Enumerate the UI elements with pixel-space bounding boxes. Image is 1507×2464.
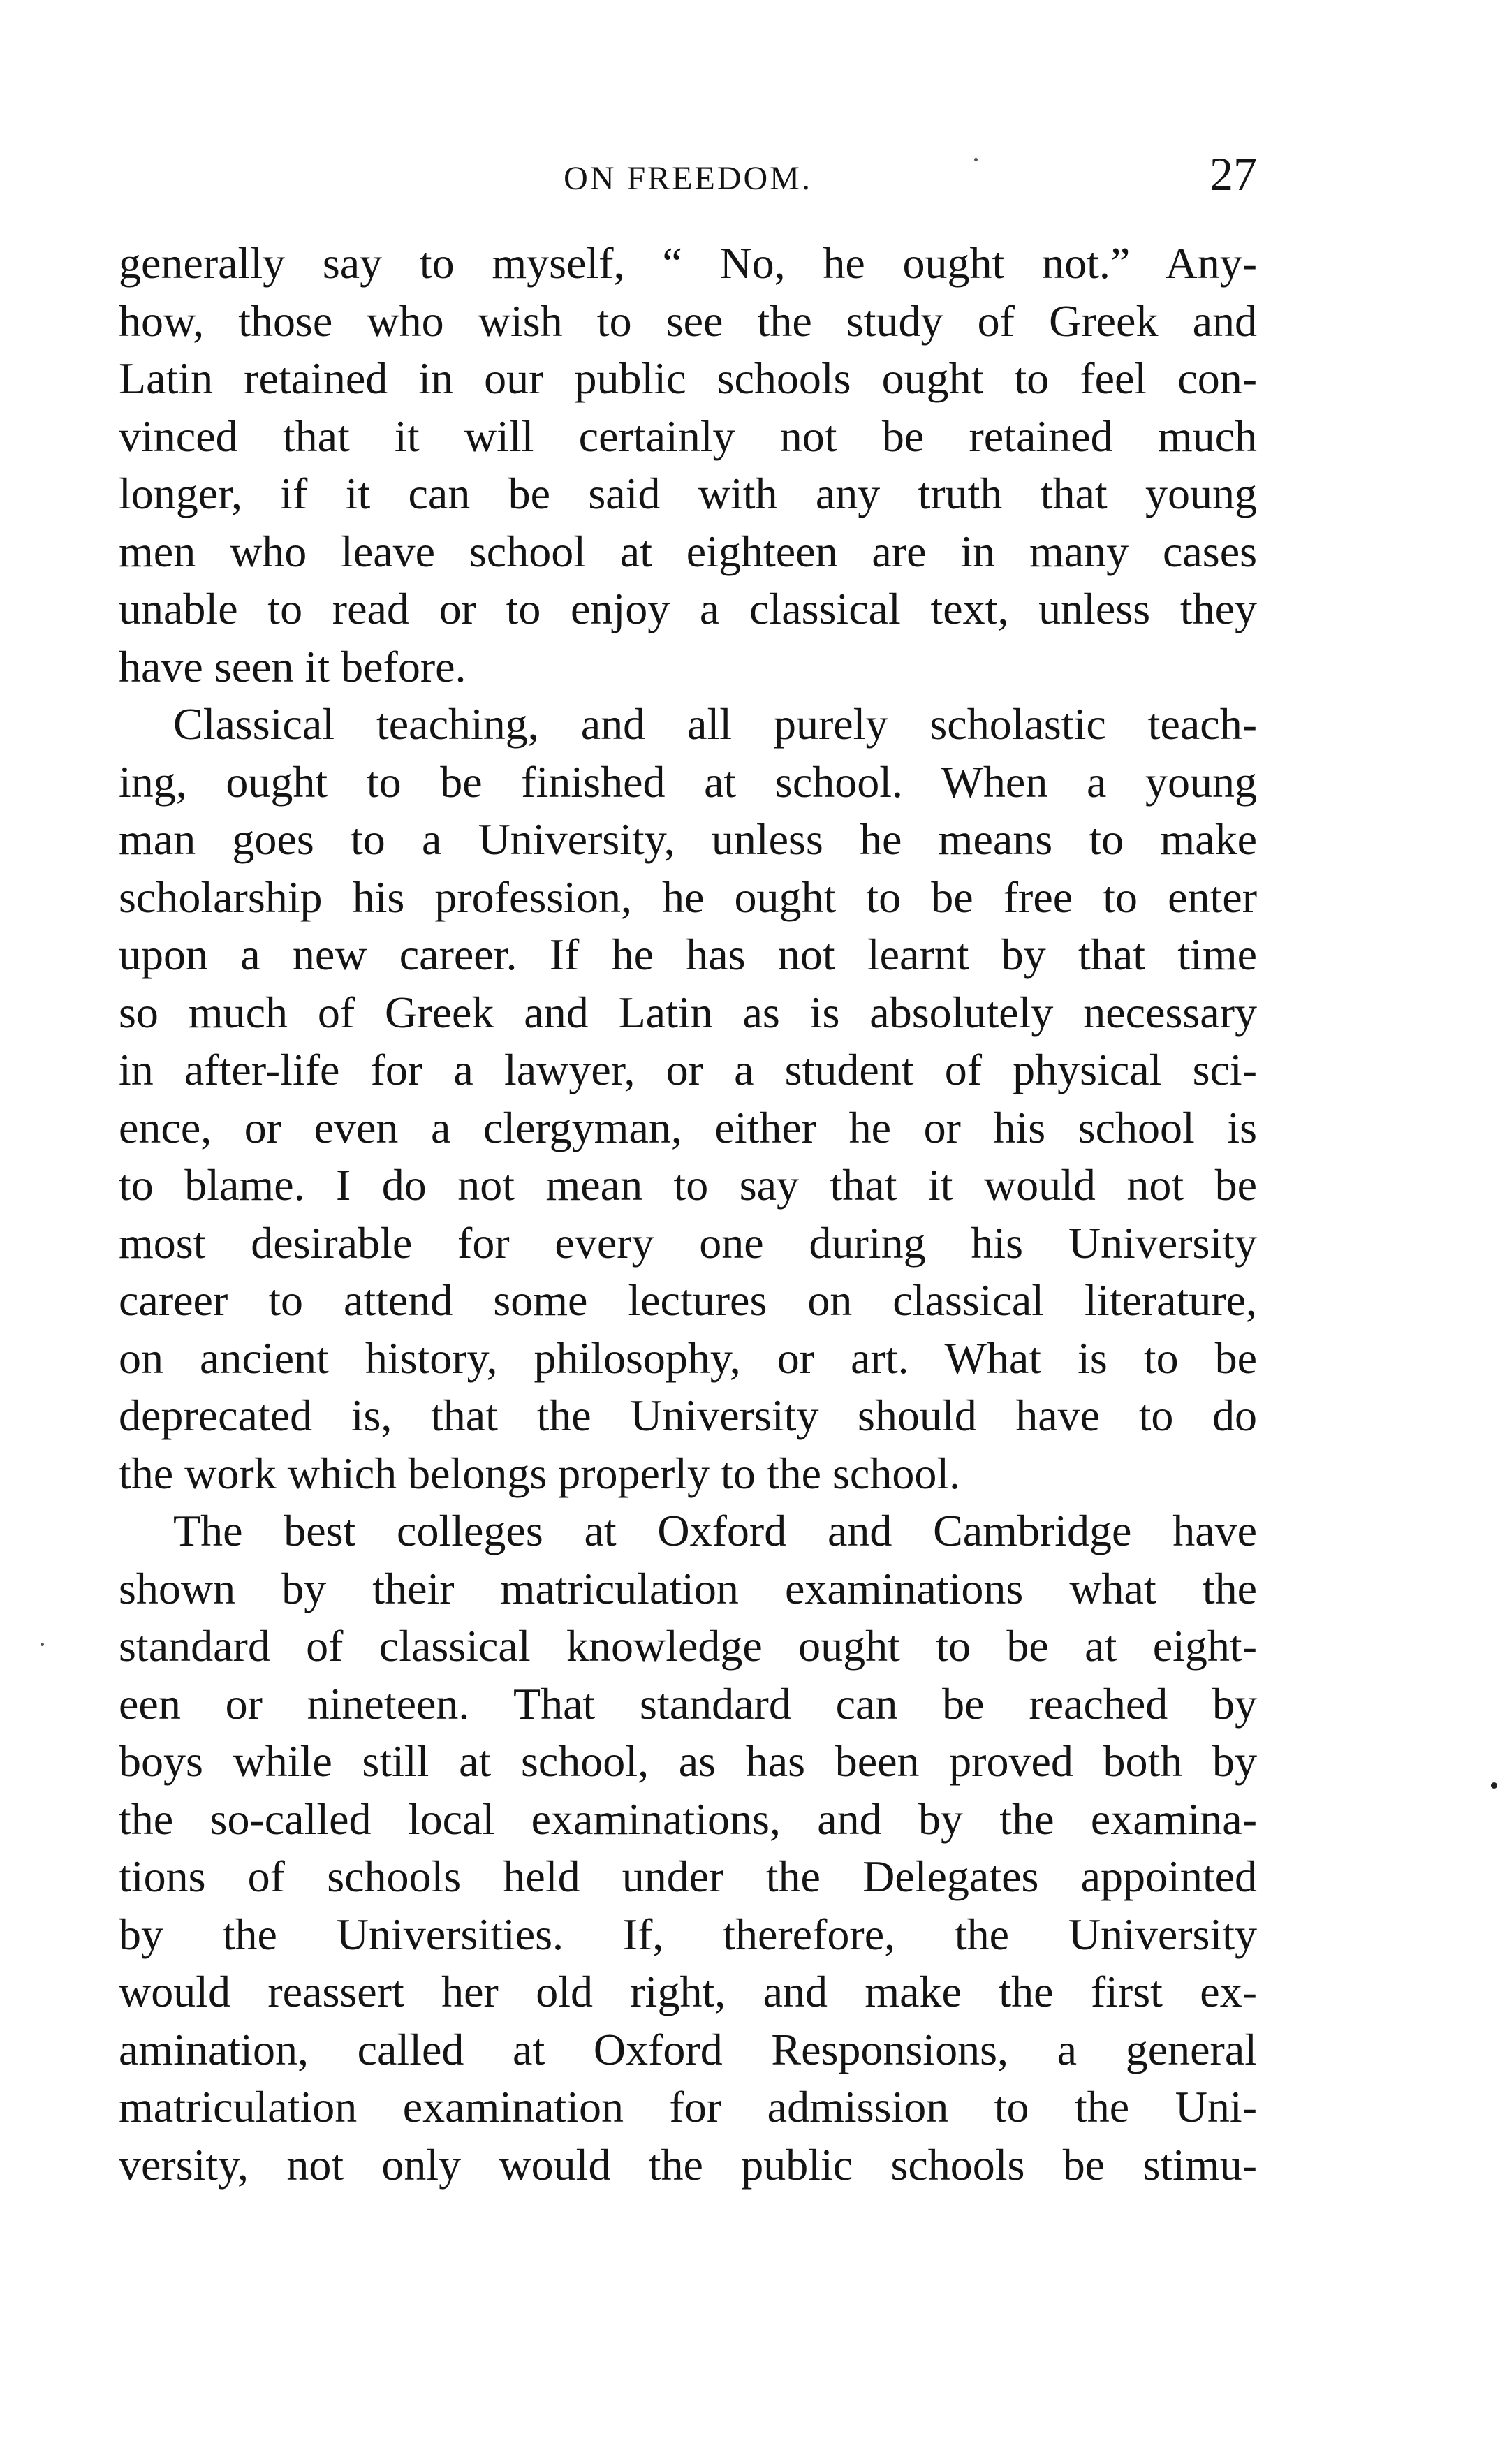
text-line: on ancient history, philosophy, or art. What is to be — [119, 1333, 1257, 1383]
text-line: man goes to a University, unless he means to make — [119, 814, 1257, 864]
text-line: generally say to myself, “ No, he ought not.” Any- — [119, 238, 1257, 288]
text-line: Latin retained in our public schools ought to feel con- — [119, 353, 1257, 403]
text-line: unable to read or to enjoy a classical text, unless they — [119, 584, 1257, 633]
text-line: boys while still at school, as has been proved both by — [119, 1736, 1257, 1786]
text-line: by the Universities. If, therefore, the University — [119, 1909, 1257, 1959]
text-line: matriculation examination for admission to the Uni- — [119, 2082, 1257, 2132]
paragraph-start-line: The best colleges at Oxford and Cambridge have — [173, 1506, 1257, 1555]
body-text — [119, 235, 1257, 2194]
page-number: 27 — [1210, 147, 1257, 200]
text-line: ence, or even a clergyman, either he or his school is — [119, 1102, 1257, 1152]
ink-speck — [41, 1643, 44, 1646]
text-line: ing, ought to be finished at school. When a young — [119, 756, 1257, 807]
paragraph-end-line: the work which belongs properly to the school. — [119, 1448, 961, 1498]
text-line: upon a new career. If he has not learnt by that time — [119, 930, 1257, 979]
text-line: deprecated is, that the University should have to do — [119, 1391, 1257, 1440]
text-line: tions of schools held under the Delegates appointed — [119, 1851, 1257, 1901]
running-title: ON FREEDOM. — [564, 160, 812, 197]
paragraph-start-line: Classical teaching, and all purely scholastic teach- — [173, 699, 1257, 749]
text-line: amination, called at Oxford Responsions, a general — [119, 2024, 1257, 2074]
text-line: how, those who wish to see the study of Greek and — [119, 295, 1257, 346]
text-line: to blame. I do not mean to say that it would not be — [119, 1160, 1257, 1210]
text-line: the so-called local examinations, and by the examina- — [119, 1794, 1257, 1844]
text-line: shown by their matriculation examinations what the — [119, 1563, 1257, 1613]
text-line: longer, if it can be said with any truth that young — [119, 469, 1257, 518]
text-line: in after-life for a lawyer, or a student of physical sci- — [119, 1045, 1257, 1094]
text-line: scholarship his profession, he ought to be free to enter — [119, 872, 1257, 922]
text-line: standard of classical knowledge ought to be at eight- — [119, 1621, 1257, 1671]
paragraph-end-line: have seen it before. — [119, 641, 466, 691]
ink-speck — [1491, 1782, 1497, 1789]
text-line: so much of Greek and Latin as is absolutely necessary — [119, 987, 1257, 1037]
text-line: career to attend some lectures on classical literature, — [119, 1275, 1257, 1325]
ink-speck — [974, 158, 978, 161]
text-line: een or nineteen. That standard can be reached by — [119, 1678, 1257, 1729]
text-line: men who leave school at eighteen are in many cases — [119, 526, 1257, 576]
text-line: most desirable for every one during his University — [119, 1217, 1257, 1268]
text-line: would reassert her old right, and make the first ex- — [119, 1967, 1257, 2016]
text-line: vinced that it will certainly not be retained much — [119, 411, 1257, 461]
page-header — [119, 147, 1257, 201]
text-line: versity, not only would the public schools be stimu- — [119, 2139, 1257, 2190]
